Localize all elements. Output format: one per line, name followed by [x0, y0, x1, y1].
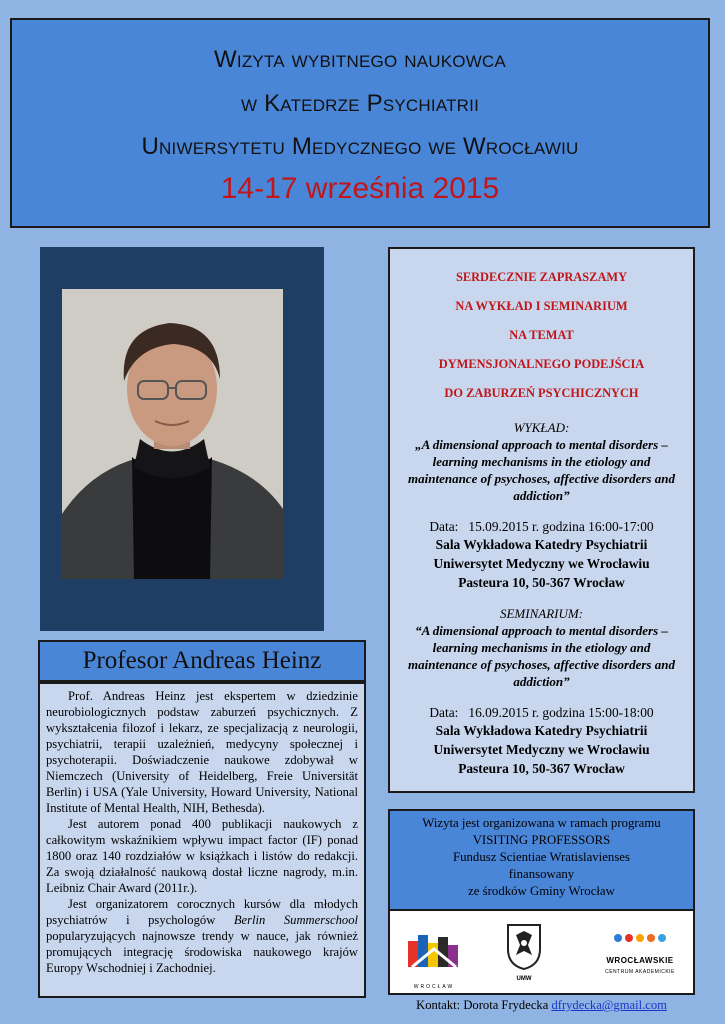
invitation-line-3: NA TEMAT [509, 328, 574, 342]
photo-frame [40, 247, 324, 631]
seminar-date: Data: 16.09.2015 r. godzina 15:00-18:00 [429, 705, 654, 720]
lecture-venue-university: Uniwersytet Medyczny we Wrocławiu [433, 556, 650, 571]
speaker-photo [62, 289, 283, 579]
wroclaw-logo-caption: WROCŁAW [413, 984, 455, 990]
program-line-3: Fundusz Scientiae Wratislavienses [453, 850, 630, 864]
invitation-line-4: DYMENSJONALNEGO PODEJŚCIA [438, 357, 645, 371]
program-panel [388, 809, 695, 911]
umw-logo [502, 921, 546, 985]
lecture-date: Data: 15.09.2015 r. godzina 16:00-17:00 [429, 519, 654, 534]
program-line-5: ze środków Gminy Wrocław [468, 884, 615, 898]
summerschool-name: Berlin Summerschool [233, 913, 359, 927]
umw-logo-caption: UMW [516, 976, 532, 982]
invitation-line-1: SERDECZNIE ZAPRASZAMY [455, 270, 628, 284]
program-line-2: VISITING PROFESSORS [472, 833, 611, 847]
program-line-1: Wizyta jest organizowana w ramach programu [422, 816, 661, 830]
bio-paragraph-2: Jest autorem ponad 400 publikacji naukowych z całkowitym wskaźnikiem wpływu impact factor (IF) ponad 1800 oraz 140 rozdziałów w książkach i listów do redakcji. Za swoją działalność naukową dostał liczne nagrody, m.in. Leibniz Chair Award (2011r.). [46, 817, 358, 895]
seminar-venue-room: Sala Wykładowa Katedry Psychiatrii [435, 723, 648, 738]
bio-paragraph-1: Prof. Andreas Heinz jest ekspertem w dziedzinie neurobiologicznych podstaw zaburzeń psychicznych. Z wykształcenia filozof i lekarz, ze specjalizacją z neurologii, psychiatrii, terapii uzależnień, medycyny społecznej i psychoterapii. Doświadczenie naukowe zdobywał w Niemczech (University of Heidelberg, Freie Universität Berlin) i USA (Yale University, Howard University, National Institute of Mental Health, NIH, Bethesda). [46, 689, 358, 815]
header-line-1: Wizyta wybitnego naukowca [214, 46, 506, 73]
lecture-label: WYKŁAD: [513, 420, 570, 435]
event-info-panel [388, 247, 695, 793]
sponsor-logos [388, 911, 695, 995]
seminar-venue-address: Pasteura 10, 50-367 Wrocław [458, 761, 625, 776]
invitation-line-5: DO ZABURZEŃ PSYCHICZNYCH [444, 386, 639, 400]
bio-paragraph-3: Jest organizatorem corocznych kursów dla młodych psychiatrów i psychologów Berlin Summerschool popularyzujących najnowsze trendy w nauce, jak również promujących integrację środowiska naukowego krajów Europy Wschodniej i Zachodniej. [46, 897, 359, 975]
seminar-title: “A dimensional approach to mental disorders – learning mechanisms in the etiology and maintenance of psychoses, affective disorders and addiction” [408, 623, 675, 689]
invitation-line-2: NA WYKŁAD I SEMINARIUM [455, 299, 628, 313]
program-line-4: finansowany [508, 867, 575, 881]
contact-email-link[interactable]: dfrydecka@gmail.com [551, 998, 667, 1012]
speaker-name: Profesor Andreas Heinz [38, 640, 366, 682]
lecture-venue-room: Sala Wykładowa Katedry Psychiatrii [435, 537, 648, 552]
seminar-venue-university: Uniwersytet Medyczny we Wrocławiu [433, 742, 650, 757]
header-line-2: w Katedrze Psychiatrii [240, 90, 479, 117]
header-banner [10, 18, 710, 228]
wca-logo-sub: CENTRUM AKADEMICKIE [605, 969, 675, 975]
lecture-title: „A dimensional approach to mental disorders – learning mechanisms in the etiology and maintenance of psychoses, affective disorders and addiction” [408, 437, 675, 503]
wca-logo [590, 931, 690, 991]
wca-logo-name: WROCŁAWSKIE [606, 956, 674, 965]
wroclaw-logo [406, 931, 462, 991]
speaker-bio [38, 682, 366, 998]
seminar-label: SEMINARIUM: [499, 606, 584, 621]
header-line-3: Uniwersytetu Medycznego we Wrocławiu [141, 133, 579, 160]
lecture-venue-address: Pasteura 10, 50-367 Wrocław [458, 575, 625, 590]
contact-line [388, 998, 695, 1013]
contact-label: Kontakt: Dorota Frydecka [416, 998, 549, 1012]
event-dates: 14-17 września 2015 [220, 172, 500, 205]
